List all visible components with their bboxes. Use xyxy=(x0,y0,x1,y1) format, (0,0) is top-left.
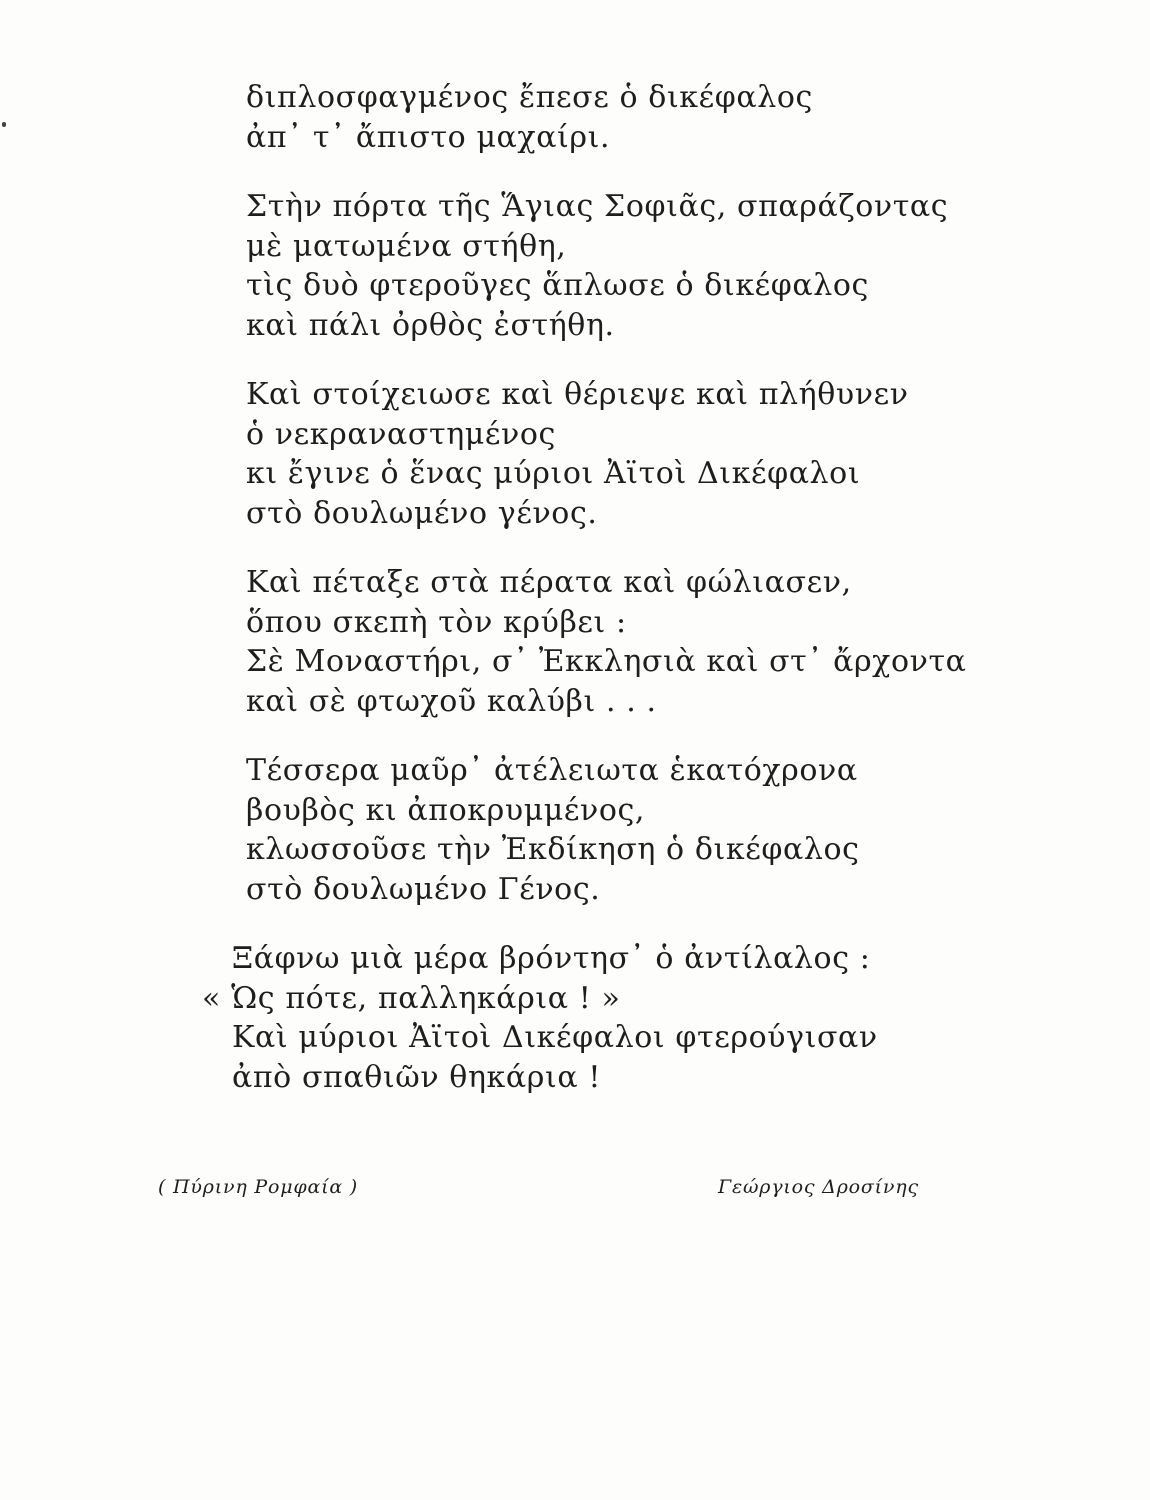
poem-line: στὸ δουλωμένο Γένος. xyxy=(246,871,601,907)
footer xyxy=(0,1176,1150,1216)
stanza-2 xyxy=(0,187,1150,345)
stanza-6 xyxy=(0,939,1150,1097)
poem-line: καὶ σὲ φτωχοῦ καλύβι . . . xyxy=(246,683,657,719)
stanza-5 xyxy=(0,751,1150,909)
source-title: ( Πύρινη Ρομφαία ) xyxy=(158,1176,359,1198)
poem-line: μὲ ματωμένα στήθη, xyxy=(246,228,567,264)
poem-line: ὁ νεκραναστημένος xyxy=(246,416,556,452)
poem-line: Καὶ μύριοι Ἀϊτοὶ Δικέφαλοι φτερούγισαν xyxy=(232,1020,878,1055)
stanza-3 xyxy=(0,375,1150,533)
stanza-4 xyxy=(0,563,1150,721)
poem-line: Καὶ στοίχειωσε καὶ θέριεψε καὶ πλήθυνεν xyxy=(246,377,909,412)
poem-line: Στὴν πόρτα τῆς Ἅγιας Σοφιᾶς, σπαράζοντας xyxy=(246,189,949,224)
poem-line: Τέσσερα μαῦρ᾿ ἀτέλειωτα ἑκατόχρονα xyxy=(246,753,858,788)
poem-line: κι ἔγινε ὁ ἕνας μύριοι Ἀϊτοὶ Δικέφαλοι xyxy=(246,456,861,491)
author-name: Γεώργιος Δροσίνης xyxy=(718,1176,919,1198)
poem-line: ἀπὸ σπαθιῶν θηκάρια ! xyxy=(232,1059,601,1095)
poem-line: ὅπου σκεπὴ τὸν κρύβει : xyxy=(246,604,627,640)
poem-body xyxy=(0,78,1150,1127)
poem-line: Ξάφνω μιὰ μέρα βρόντησ᾿ ὁ ἀντίλαλος : xyxy=(232,941,871,976)
poem-line: διπλοσφαγμένος ἔπεσε ὁ δικέφαλος xyxy=(246,80,813,115)
poem-line: στὸ δουλωμένο γένος. xyxy=(246,495,598,531)
poem-line: « Ὡς πότε, παλληκάρια ! » xyxy=(202,980,621,1016)
poem-line: Καὶ πέταξε στὰ πέρατα καὶ φώλιασεν, xyxy=(246,565,852,600)
poem-line: Σὲ Μοναστήρι, σ᾿ Ἐκκλησιὰ καὶ στ᾿ ἄρχοντα xyxy=(246,644,967,679)
poem-line: κλωσσοῦσε τὴν Ἐκδίκηση ὁ δικέφαλος xyxy=(246,832,860,867)
poem-line: βουβὸς κι ἀποκρυμμένος, xyxy=(246,792,646,828)
stanza-1 xyxy=(0,78,1150,157)
poem-line: τὶς δυὸ φτεροῦγες ἅπλωσε ὁ δικέφαλος xyxy=(246,268,869,303)
poem-line: ἀπ᾿ τ᾿ ἄπιστο μαχαίρι. xyxy=(246,119,611,155)
poem-line: καὶ πάλι ὀρθὸς ἐστήθη. xyxy=(246,307,615,343)
